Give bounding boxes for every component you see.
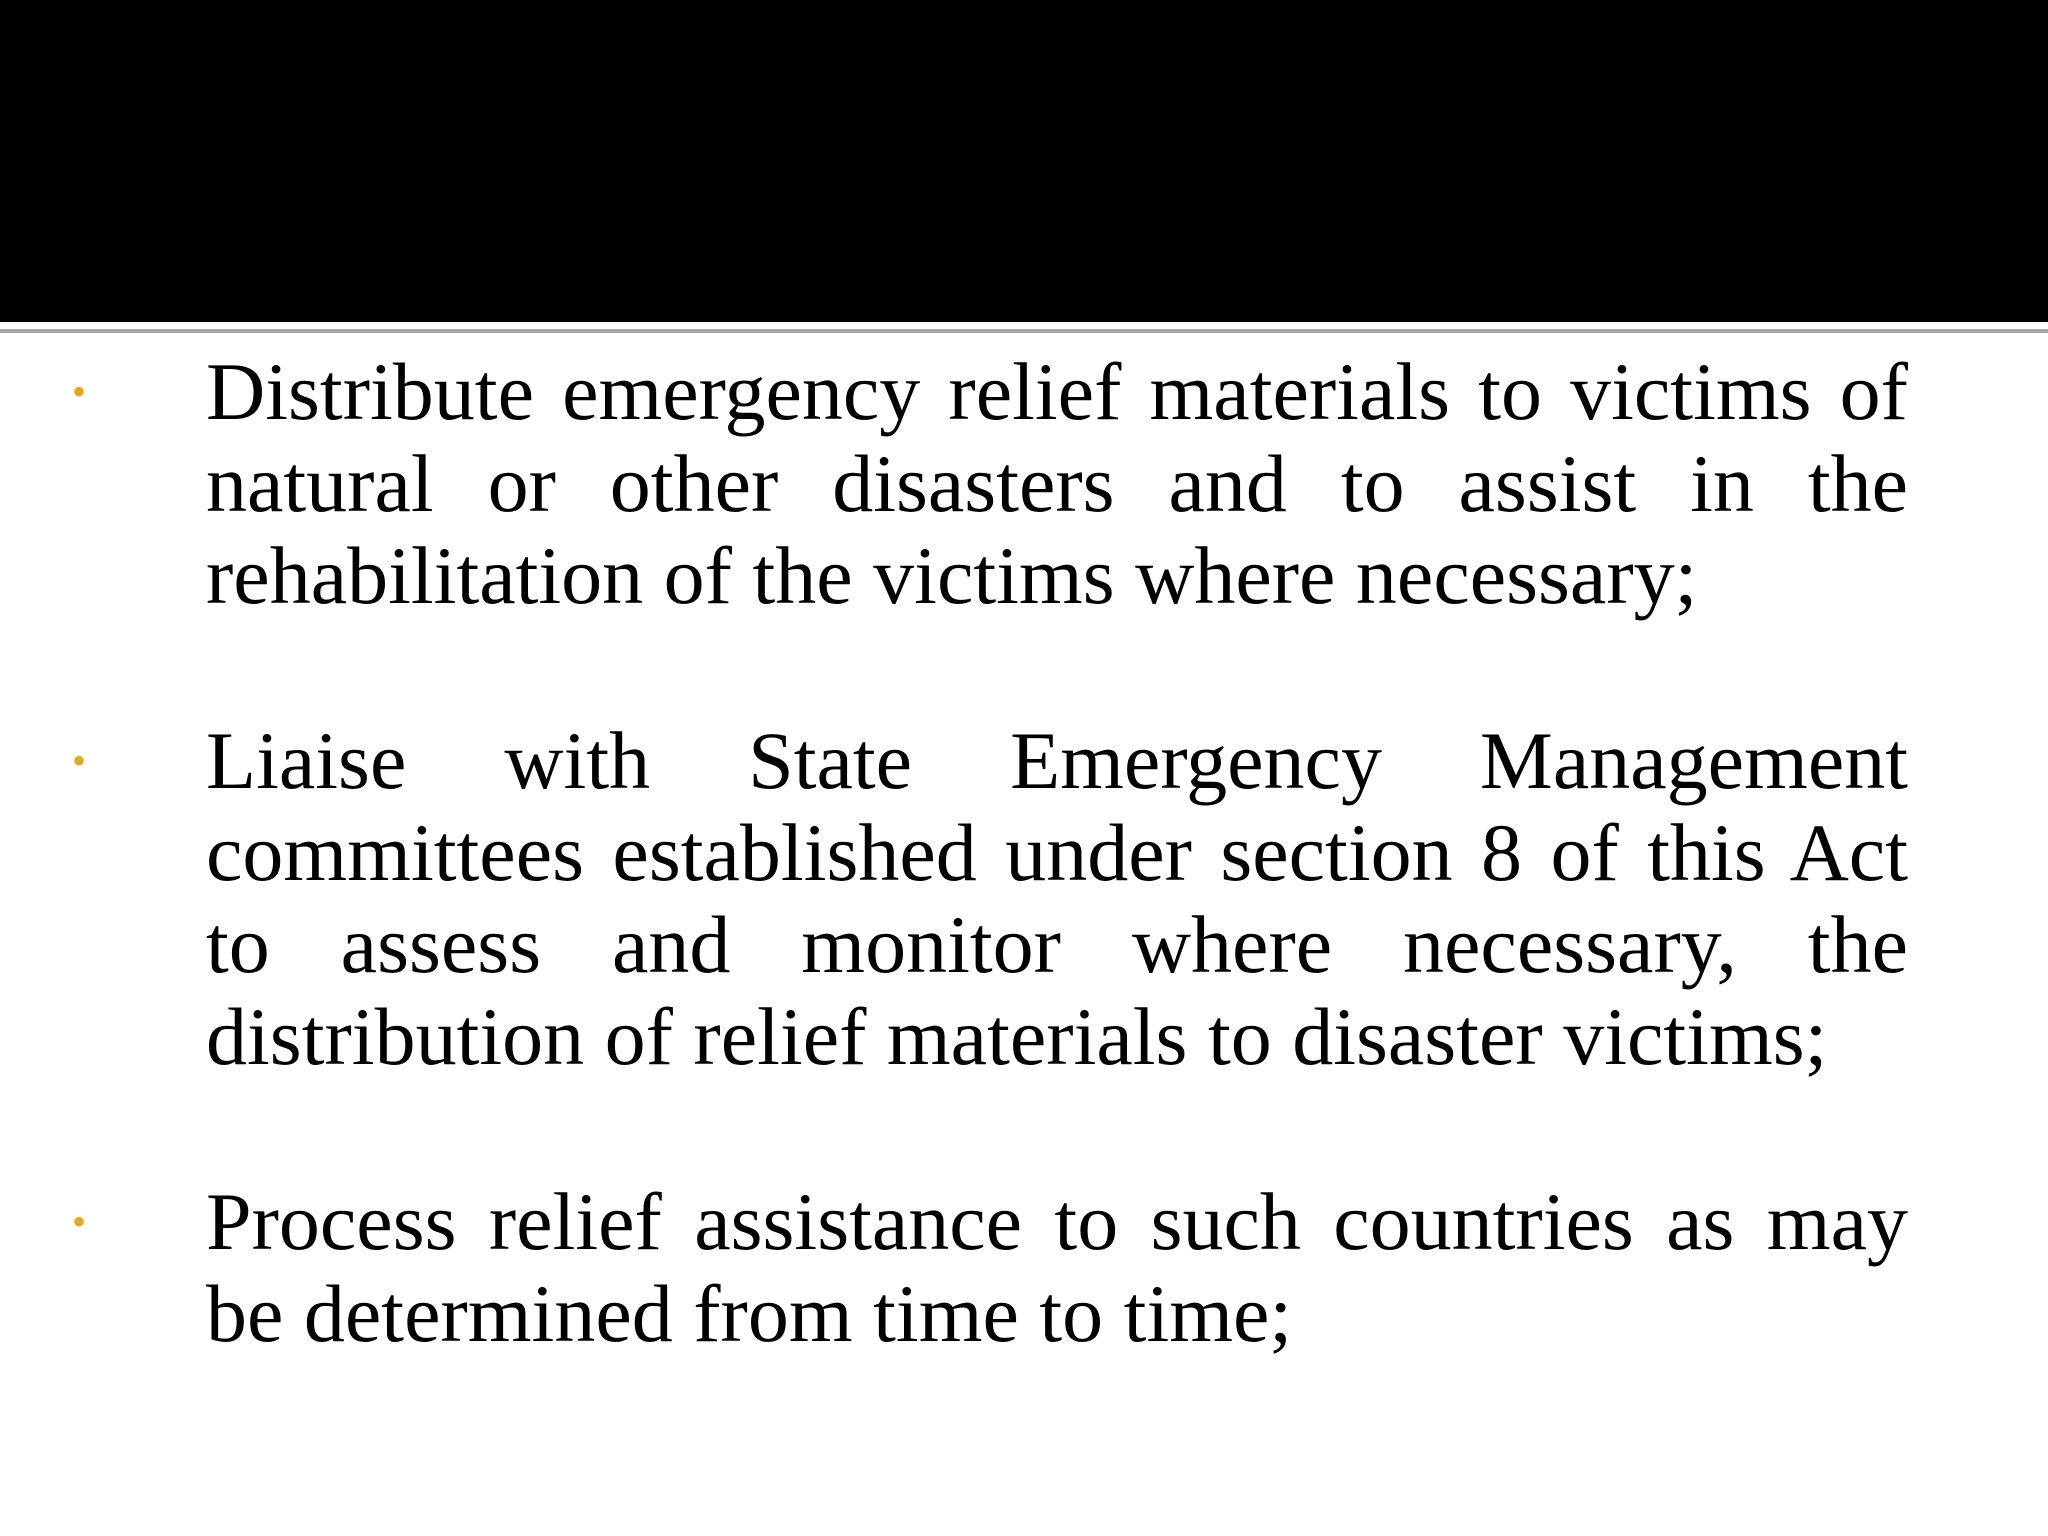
bullet-text: Liaise with State Emergency Management committees established under section 8 of this Act to assess and monitor where necessary, the distribution of relief materials to disaster victims; xyxy=(206,715,1908,1082)
bullet-text: Distribute emergency relief materials to victims of natural or other disasters and to assist in the rehabilitation of the victims where necessary; xyxy=(206,346,1908,621)
bullet-dot-icon: • xyxy=(72,738,87,783)
bullet-text: Process relief assistance to such countries as may be determined from time to time; xyxy=(206,1176,1908,1359)
bullet-dot-icon: • xyxy=(72,1199,87,1244)
bullet-dot-icon: • xyxy=(72,369,87,414)
